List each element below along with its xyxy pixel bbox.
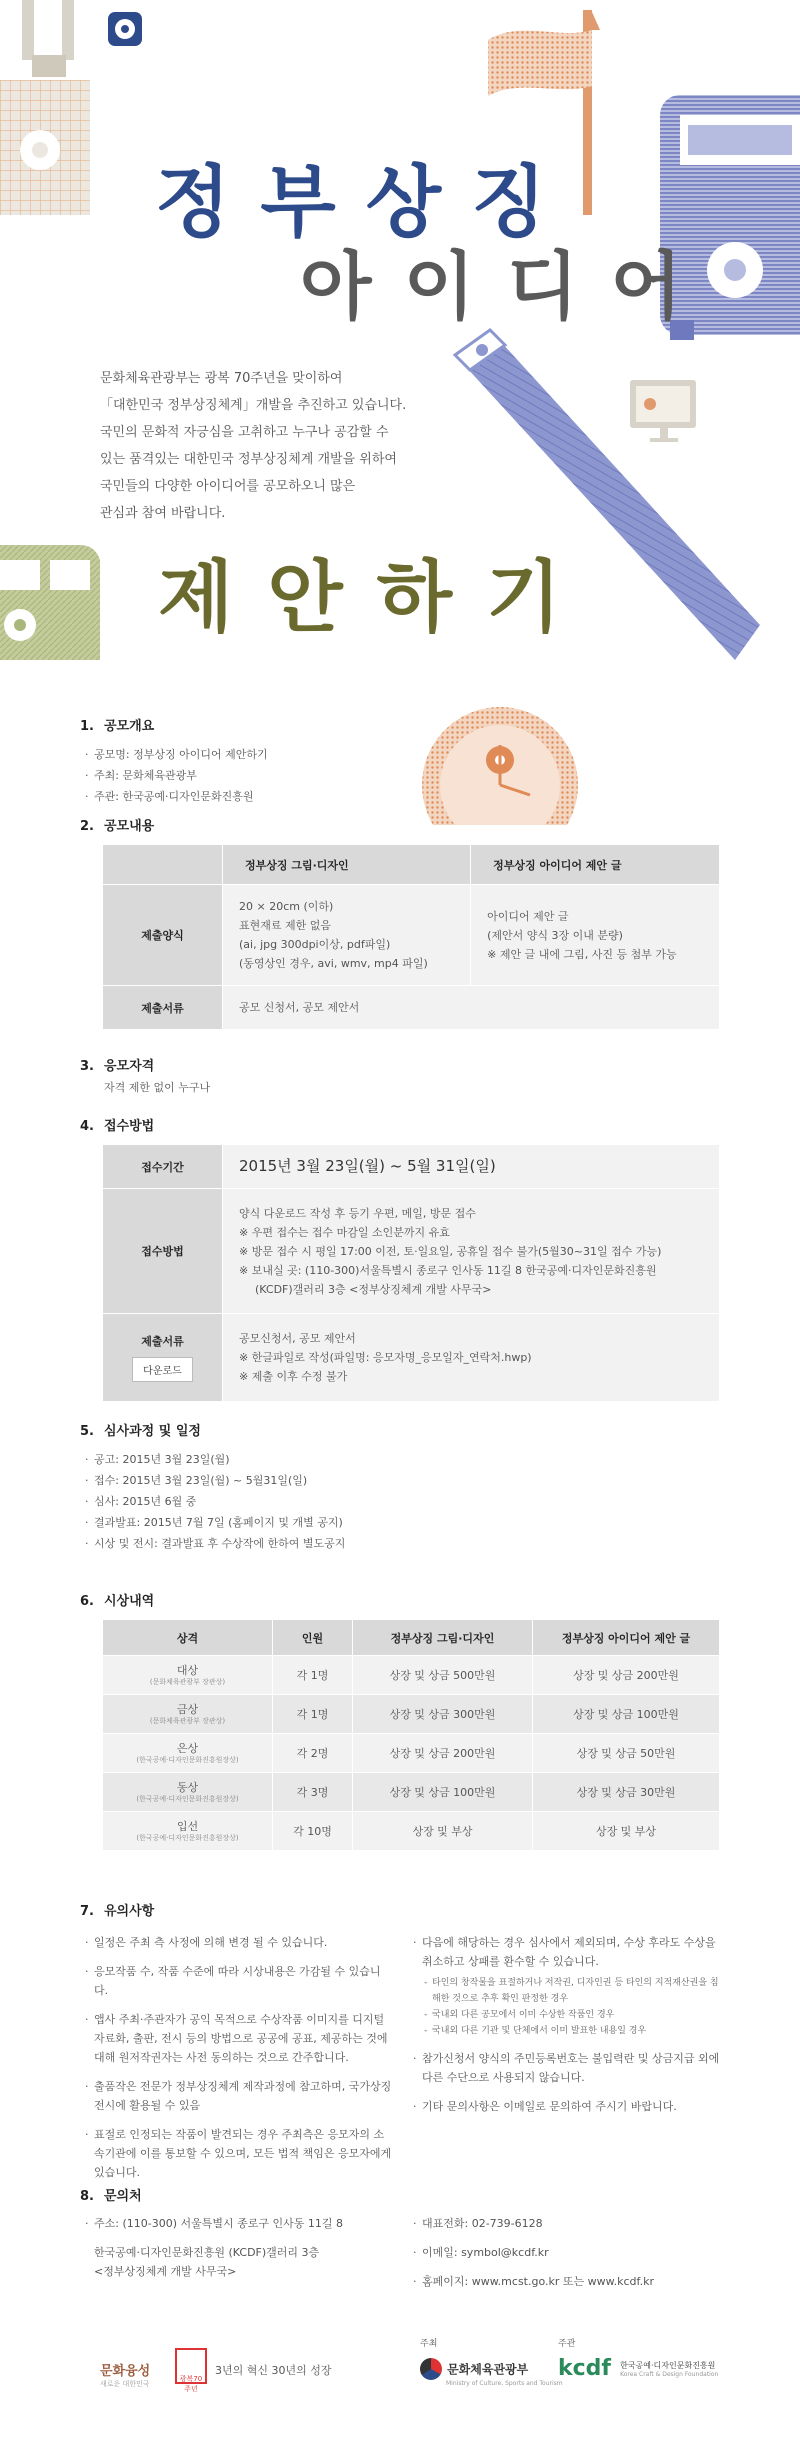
awards-table bbox=[102, 1619, 720, 1851]
table-row: 대상 (문화체육관광부 장관상) 각 1명 상장 및 상금 500만원 상장 및 상금 200만원 bbox=[103, 1656, 720, 1695]
intro-line: 「대한민국 정부상징체계」개발을 추진하고 있습니다. bbox=[100, 398, 407, 413]
section-heading: 6. 시상내역 bbox=[80, 1594, 155, 1609]
table-header: 정부상징 그림·디자인 bbox=[353, 1620, 533, 1656]
table-cell: 아이디어 제안 글 (제안서 양식 3장 이내 분량) ※ 제안 글 내에 그림, 사진 등 첨부 가능 bbox=[471, 885, 720, 986]
website-link[interactable]: · 홈페이지: www.mcst.go.kr 또는 www.kcdf.kr bbox=[408, 2272, 720, 2291]
address: 한국공예·디자인문화진흥원 (KCDF)갤러리 3층 bbox=[94, 2246, 320, 2259]
section-heading: 5. 심사과정 및 일정 bbox=[80, 1424, 201, 1439]
list-item: · 일정은 주최 측 사정에 의해 변경 될 수 있습니다. bbox=[80, 1933, 392, 1952]
list-item: · 주관: 한국공예·디자인문화진흥원 bbox=[80, 786, 720, 807]
list-item: · 앱사 주최·주관자가 공익 목적으로 수상작품 이미지를 디지털 자료화, 출판, 전시 등의 방법으로 공공에 공표, 제공하는 것에 대해 원저작권자는 사전 동의하는 것으로 간주합니다. bbox=[80, 2010, 392, 2067]
email-link[interactable]: · 이메일: symbol@kcdf.kr bbox=[408, 2243, 720, 2262]
table-header: 인원 bbox=[273, 1620, 353, 1656]
section-schedule bbox=[80, 1420, 720, 1554]
culture-logo: 문화융성 새로운 대한민국 bbox=[100, 2364, 151, 2388]
row-label: 제출양식 bbox=[103, 885, 223, 986]
list-item: · 접수: 2015년 3월 23일(월) ~ 5월31일(일) bbox=[80, 1470, 720, 1491]
intro-line: 문화체육관광부는 광복 70주년을 맞이하여 bbox=[100, 371, 343, 386]
section-content bbox=[80, 815, 720, 1030]
table-cell: 공모 신청서, 공모 제안서 bbox=[223, 986, 720, 1030]
list-item: · 출품작은 전문가 정부상징체계 제작과정에 참고하며, 국가상징 전시에 활용될 수 있음 bbox=[80, 2077, 392, 2115]
sub-list-item: - 타인의 창작물을 표절하거나 저작권, 디자인권 등 타인의 지적재산권을 침해한 것으로 추후 확인 판정한 경우 bbox=[408, 1975, 720, 2007]
ministry-emblem-icon bbox=[420, 2358, 442, 2380]
section-heading: 3. 응모자격 bbox=[80, 1059, 155, 1074]
table-header: 정부상징 아이디어 제안 글 bbox=[471, 845, 720, 885]
section-overview bbox=[80, 715, 720, 807]
section-contact bbox=[80, 2185, 720, 2301]
list-item: · 공모명: 정부상징 아이디어 제안하기 bbox=[80, 744, 720, 765]
row-label: 접수방법 bbox=[103, 1189, 223, 1314]
table-row: 입선 (한국공예·디자인문화진흥원장상) 각 10명 상장 및 부상 상장 및 부상 bbox=[103, 1812, 720, 1851]
section-heading: 2. 공모내용 bbox=[80, 819, 155, 834]
address: <정부상징체계 개발 사무국> bbox=[94, 2265, 237, 2278]
table-header: 정부상징 아이디어 제안 글 bbox=[533, 1620, 720, 1656]
title-idea: 아이디어 bbox=[300, 244, 714, 330]
section-notes bbox=[80, 1900, 720, 2192]
intro-line: 국민들의 다양한 아이디어를 공모하오니 많은 bbox=[100, 479, 356, 494]
submission-table bbox=[102, 1144, 720, 1402]
list-item: · 기타 문의사항은 이메일로 문의하여 주시기 바랍니다. bbox=[408, 2097, 720, 2116]
row-label: 제출서류 bbox=[103, 986, 223, 1030]
download-button[interactable]: 다운로드 bbox=[132, 1357, 193, 1382]
list-item: · 표절로 인정되는 작품이 발견되는 경우 주최측은 응모자의 소속기관에 이를 통보할 수 있으며, 모든 법적 책임은 응모자에게 있습니다. bbox=[80, 2125, 392, 2182]
list-item: · 주최: 문화체육관광부 bbox=[80, 765, 720, 786]
notes-right bbox=[408, 1933, 720, 2192]
content-table bbox=[102, 844, 720, 1030]
table-row: 은상 (한국공예·디자인문화진흥원장상) 각 2명 상장 및 상금 200만원 상장 및 상금 50만원 bbox=[103, 1734, 720, 1773]
monitor-illustration bbox=[630, 380, 696, 442]
address: · 주소: (110-300) 서울특별시 종로구 인사동 11길 8 bbox=[80, 2214, 392, 2233]
hero-banner bbox=[0, 0, 800, 660]
table-header: 상격 bbox=[103, 1620, 273, 1656]
liberation-70-logo: 광복70주년 bbox=[175, 2348, 207, 2384]
intro-text bbox=[100, 365, 500, 527]
title-government-symbol: 정부상징 bbox=[155, 158, 577, 248]
kcdf-logo: kcdf 한국공예·디자인문화진흥원 Korea Craft & Design Foundation bbox=[558, 2356, 719, 2381]
table-cell: 공모신청서, 공모 제안서 ※ 한글파일로 작성(파일명: 응모자명_응모일자_연락처.hwp) ※ 제출 이후 수정 불가 bbox=[223, 1314, 720, 1402]
title-proposal: 제안하기 bbox=[158, 553, 596, 643]
table-header: 정부상징 그림·디자인 bbox=[223, 845, 471, 885]
list-item: · 다음에 해당하는 경우 심사에서 제외되며, 수상 후라도 수상을 취소하고 상패를 환수할 수 있습니다. bbox=[408, 1933, 720, 1971]
table-cell: 양식 다운로드 작성 후 등기 우편, 메일, 방문 접수 ※ 우편 접수는 접수 마감일 소인분까지 유효 ※ 방문 접수 시 평일 17:00 이전, 토·일요일, 공휴일 접수 불가(5월30~31일 접수 가능) ※ 보내실 곳: (110-300)서울특별시 종로구 인사동 11길 8 한국공예·디자인문화진흥원 (KCDF)갤러리 3층 <정부상징체계 개발 사무국> bbox=[223, 1189, 720, 1314]
list-item: · 심사: 2015년 6월 중 bbox=[80, 1491, 720, 1512]
emblem-badge-illustration bbox=[108, 12, 142, 46]
slogan: 3년의 혁신 30년의 성장 bbox=[215, 2364, 332, 2377]
sub-list-item: - 국내외 다른 기관 및 단체에서 이미 발표한 내용일 경우 bbox=[408, 2023, 720, 2039]
section-submission bbox=[80, 1115, 720, 1402]
list-item: · 공고: 2015년 3월 23일(월) bbox=[80, 1449, 720, 1470]
period-value: 2015년 3월 23일(월) ~ 5월 31일(일) bbox=[223, 1145, 720, 1189]
row-label: 접수기간 bbox=[103, 1145, 223, 1189]
list-item: · 결과발표: 2015년 7월 7일 (홈페이지 및 개별 공지) bbox=[80, 1512, 720, 1533]
row-label: 제출서류 다운로드 bbox=[103, 1314, 223, 1402]
ministry-logo: 문화체육관광부 Ministry of Culture, Sports and Tourism bbox=[420, 2358, 563, 2387]
table-row: 동상 (한국공예·디자인문화진흥원장상) 각 3명 상장 및 상금 100만원 상장 및 상금 30만원 bbox=[103, 1773, 720, 1812]
section-heading: 8. 문의처 bbox=[80, 2189, 142, 2204]
intro-line: 관심과 참여 바랍니다. bbox=[100, 506, 226, 521]
intro-line: 국민의 문화적 자긍심을 고취하고 누구나 공감할 수 bbox=[100, 425, 389, 440]
intro-line: 있는 품격있는 대한민국 정부상징체계 개발을 위하여 bbox=[100, 452, 397, 467]
eligibility-text: 자격 제한 없이 누구나 bbox=[104, 1081, 211, 1094]
id-card-illustration bbox=[0, 0, 90, 215]
list-item: · 시상 및 전시: 결과발표 후 수상작에 한하여 별도공지 bbox=[80, 1533, 720, 1554]
phone: · 대표전화: 02-739-6128 bbox=[408, 2214, 720, 2233]
table-cell: 20 × 20cm (이하) 표현재료 제한 없음 (ai, jpg 300dpi이상, pdf파일) (동영상인 경우, avi, wmv, mp4 파일) bbox=[223, 885, 471, 986]
list-item: · 참가신청서 양식의 주민등록번호는 불입력란 및 상금지급 외에 다른 수단으로 사용되지 않습니다. bbox=[408, 2049, 720, 2087]
green-bus-illustration bbox=[0, 545, 100, 660]
notes-left bbox=[80, 1933, 392, 2192]
section-heading: 7. 유의사항 bbox=[80, 1904, 155, 1919]
section-awards bbox=[80, 1590, 720, 1851]
list-item: · 응모작품 수, 작품 수준에 따라 시상내용은 가감될 수 있습니다. bbox=[80, 1962, 392, 2000]
footer-logos: 문화융성 새로운 대한민국 광복70주년 3년의 혁신 30년의 성장 주최 문화체육관광부 Ministry of Culture, Sports and Tourism 주관 kcdf 한국공예·디자인문화진흥원 Korea Craft & Design Foundation bbox=[100, 2339, 719, 2393]
section-heading: 1. 공모개요 bbox=[80, 719, 155, 734]
section-heading: 4. 접수방법 bbox=[80, 1119, 155, 1134]
sub-list-item: - 국내외 다른 공모에서 이미 수상한 작품인 경우 bbox=[408, 2007, 720, 2023]
table-row: 금상 (문화체육관광부 장관상) 각 1명 상장 및 상금 300만원 상장 및 상금 100만원 bbox=[103, 1695, 720, 1734]
section-eligibility bbox=[80, 1055, 720, 1098]
